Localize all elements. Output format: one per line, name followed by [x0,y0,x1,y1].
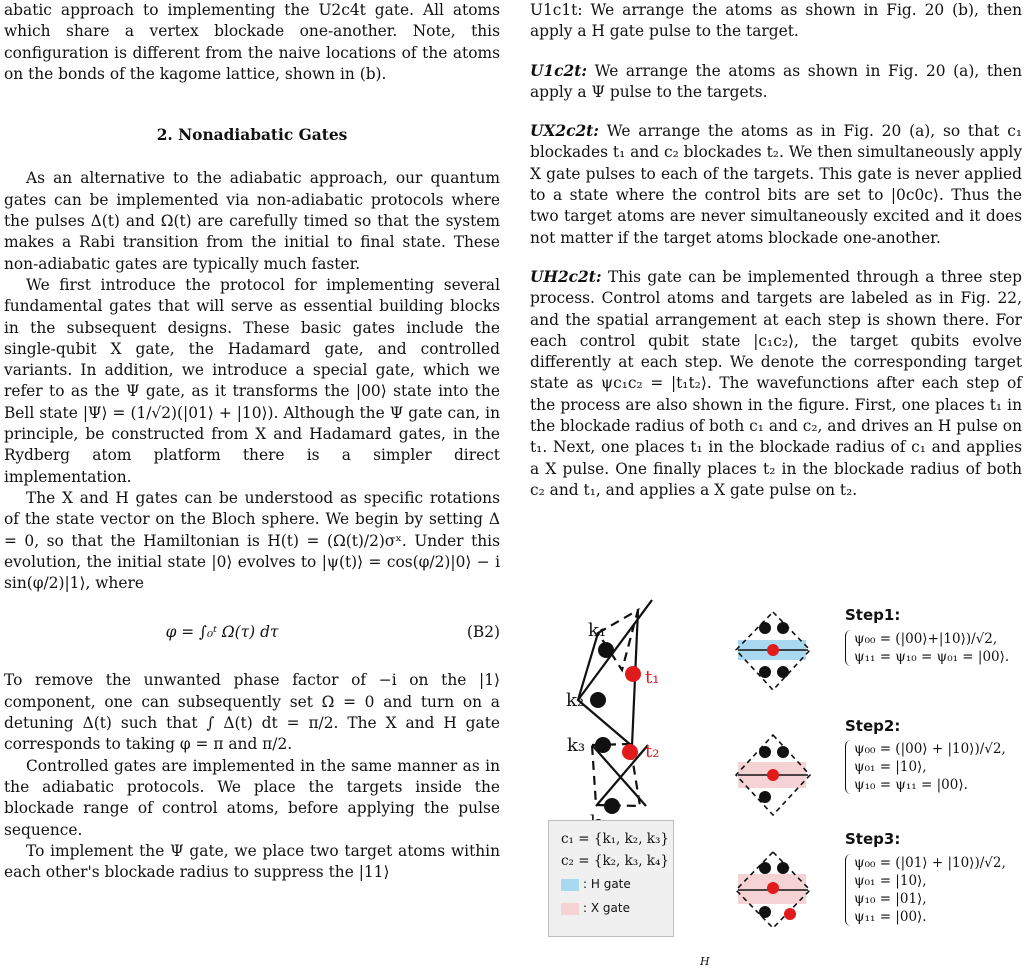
step2-line: ψ₀₀ = (|00⟩ + |10⟩)/√2, [854,741,1006,757]
label-k3: k₃ [567,735,586,756]
step2-diagram [736,735,810,815]
label-k2: k₂ [566,690,585,711]
gate-u1c1t: U1c1t: We arrange the atoms as shown in Fig. 20 (b), then apply a H gate pulse to the target. [530,1,1022,41]
figure-caption-fragment: H [700,955,710,968]
h-gate-swatch [561,879,579,891]
figure-legend [548,820,674,937]
step3-line: ψ₀₁ = |10⟩, [854,873,927,889]
paragraph: To implement the Ψ gate, we place two target atoms within each other's blockade radius to suppress the |11⟩ [4,841,500,882]
step1-title: Step1: [845,606,901,624]
step1-line: ψ₁₁ = ψ₁₀ = ψ₀₁ = |00⟩. [854,649,1010,665]
section-title: 2. Nonadiabatic Gates [156,126,348,145]
step3-title: Step3: [845,830,901,848]
step3-line: ψ₁₁ = |00⟩. [854,909,927,925]
step2-line: ψ₀₁ = |10⟩, [854,759,927,775]
gate-description: This gate can be implemented through a three step process. Control atoms and targets are labeled as in Fig. 22, and the spatial arrangement at each step is shown there. For each control qubit state |c₁c₂⟩, the target qubits evolve differently at each step. We denote the corresponding target state as ψc₁c₂ = |t₁t₂⟩. The wavefunctions after each step of the process are also shown in the figure. First, one places t₁ in the blockade radius of both c₁ and c₂, and drives an H pulse on t₁. Next, one places t₁ in the blockade radius of c₁ and applies a X pulse. One finally places t₂ in the blockade radius of both c₂ and t₁, and applies a X gate pulse on t₂. [530,267,1022,499]
step2-line: ψ₁₀ = ψ₁₁ = |00⟩. [854,777,968,793]
label-t1: t₁ [645,667,660,688]
gate-description: We arrange the atoms as shown in Fig. 20 (a), then apply a Ψ pulse to the targets. [530,61,1022,101]
step3-line: ψ₀₀ = (|01⟩ + |10⟩)/√2, [854,855,1006,871]
legend-x [561,901,673,915]
step3-line: ψ₁₀ = |01⟩, [854,891,927,907]
step2-title: Step2: [845,717,901,735]
step1-diagram [736,612,810,690]
paragraph: Controlled gates are implemented in the same manner as in the adiabatic protocols. We place the targets inside the blockade range of control atoms, before applying the pulse sequence. [4,756,500,839]
step3-equations [845,854,1006,926]
legend-c1: c₁ = {k₁, k₂, k₃} [561,831,669,847]
step1-equations [845,630,1009,666]
legend-h-label: : H gate [583,877,631,891]
gate-name: UH2c2t: [530,267,602,286]
gate-name: U1c2t: [530,61,588,80]
gate-name: UX2c2t: [530,122,599,141]
legend-h [561,877,673,891]
paragraph: As an alternative to the adiabatic approach, our quantum gates can be implemented via non-adiabatic protocols where the pulses Δ(t) and Ω(t) are carefully timed so that the system makes a Rabi transition from the initial to final state. These non-adiabatic gates are typically much faster. [4,169,500,273]
equation-number: (B2) [466,622,500,641]
step2-equations [845,740,1006,794]
gate-description: We arrange the atoms as in Fig. 20 (a), so that c₁ blockades t₁ and c₂ blockades t₂. We then simultaneously apply X gate pulses to each of the targets. This gate is never applied to a state where the control bits are set to |0c0c⟩. Thus the two target atoms are never simultaneously excited and it does not matter if the target atoms blockade one-another. [530,122,1023,247]
label-k1: k₁ [588,620,607,641]
paragraph: The X and H gates can be understood as specific rotations of the state vector on the Bloch sphere. We begin by setting Δ = 0, so that the Hamiltonian is H(t) = (Ω(t)/2)σˣ. Under this evolution, the initial state |0⟩ evolves to |ψ(t)⟩ = cos(φ/2)|0⟩ − i sin(φ/2)|1⟩, where [4,488,500,593]
intro-text: abatic approach to implementing the U2c4t gate. All atoms which share a vertex blockade one-another. Note, this configuration is different from the naive locations of the atoms on the bonds of the kagome lattice, shown in (b). [4,1,500,83]
paragraph: To remove the unwanted phase factor of −i on the |1⟩ component, one can subsequently set Ω = 0 and turn on a detuning Δ(t) such that ∫ Δ(t) dt = π/2. The X and H gate corresponds to taking φ = π and π/2. [4,671,500,754]
equation-body: φ = ∫₀ᵗ Ω(τ) dτ [165,622,279,641]
x-gate-swatch [561,903,579,915]
legend-x-label: : X gate [583,901,630,915]
legend-c2: c₂ = {k₂, k₃, k₄} [561,853,669,869]
step1-line: ψ₀₀ = (|00⟩+|10⟩)/√2, [854,631,998,647]
paragraph: We first introduce the protocol for implementing several fundamental gates that will serve as essential building blocks in the subsequent designs. These basic gates include the single-qubit X gate, the Hadamard gate, and controlled variants. In addition, we introduce a special gate, which we refer to as the Ψ gate, as it transforms the |00⟩ state into the Bell state |Ψ⟩ = (1/√2)(|01⟩ + |10⟩). Although the Ψ gate can, in principle, be constructed from X and Hadamard gates, in the Rydberg atom platform there is a simpler direct implementation. [4,275,500,486]
label-t2: t₂ [645,741,660,762]
step3-diagram [736,852,810,928]
